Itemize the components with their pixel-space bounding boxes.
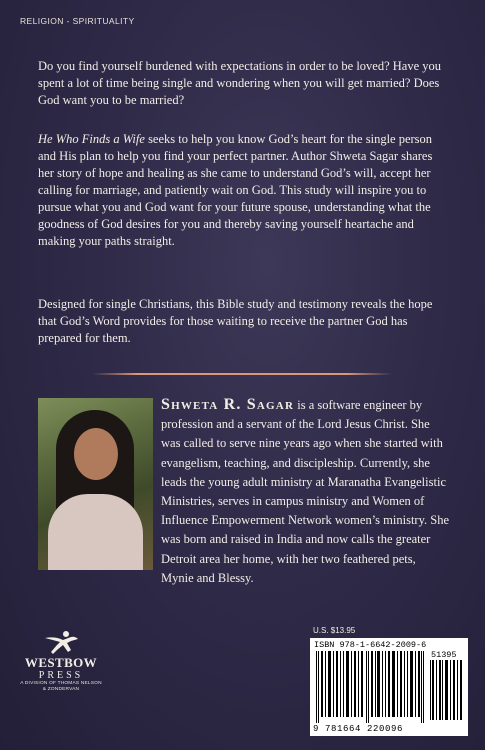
section-divider <box>92 373 392 375</box>
blurb-paragraph-1: Do you find yourself burdened with expectations in order to be loved? Have you spent a lot of time being single and wondering when you will get married? Does God want you to be married? <box>38 59 442 107</box>
book-title: He Who Finds a Wife <box>38 132 145 146</box>
publisher-logo <box>18 630 104 693</box>
blurb-paragraph-3: Designed for single Christians, this Bible study and testimony reveals the hope that God’s Word provides for those waiting to receive the partner God has prepared for them. <box>38 297 433 345</box>
isbn-text: ISBN 978-1-6642-2009-6 <box>314 640 427 650</box>
author-name: Shweta R. Sagar <box>161 396 295 413</box>
blurb-paragraph-2 <box>38 131 450 250</box>
publisher-tagline-2: & ZONDERVAN <box>42 687 80 692</box>
running-figure-icon <box>41 630 81 656</box>
price-supplement-text: 51395 <box>431 650 457 660</box>
author-bio <box>38 395 450 588</box>
author-bio-text: is a software engineer by profession and a servant of the Lord Jesus Christ. She was called to serve nine years ago when she started with evangelism, teaching, and discipleship. Currently, she leads the young adult ministry at Maranatha Evangelistic Ministries, serves in campus ministry and Women of Influence Empowerment Network women’s ministry. She was born and raised in India and now calls the greater Detroit area her home, with her two feathered pets, Mynie and Blessy. <box>161 398 450 585</box>
price-barcode <box>430 660 464 720</box>
publisher-name: WESTBOW <box>24 655 98 670</box>
category-label: RELIGION - SPIRITUALITY <box>20 16 135 26</box>
barcode <box>310 638 468 736</box>
publisher-name-press: PRESS <box>38 670 84 681</box>
publisher-tagline-1: A DIVISION OF THOMAS NELSON <box>20 681 102 686</box>
price-label: U.S. $13.95 <box>313 626 356 635</box>
blurb-paragraph-2-text: seeks to help you know God’s heart for the single person and His plan to help you find your perfect partner. Author Shweta Sagar shares her story of hope and healing as she came to understand God’s will, accept her calling for marriage, and patiently wait on God. This study will inspire you to pursue what you and God want for your future spouse, understanding what the goodness of God desires for you and thereby saving yourself heartache and making your paths straight. <box>38 132 433 248</box>
ean-text: 9 781664 220096 <box>313 724 404 734</box>
ean-barcode <box>314 651 426 723</box>
